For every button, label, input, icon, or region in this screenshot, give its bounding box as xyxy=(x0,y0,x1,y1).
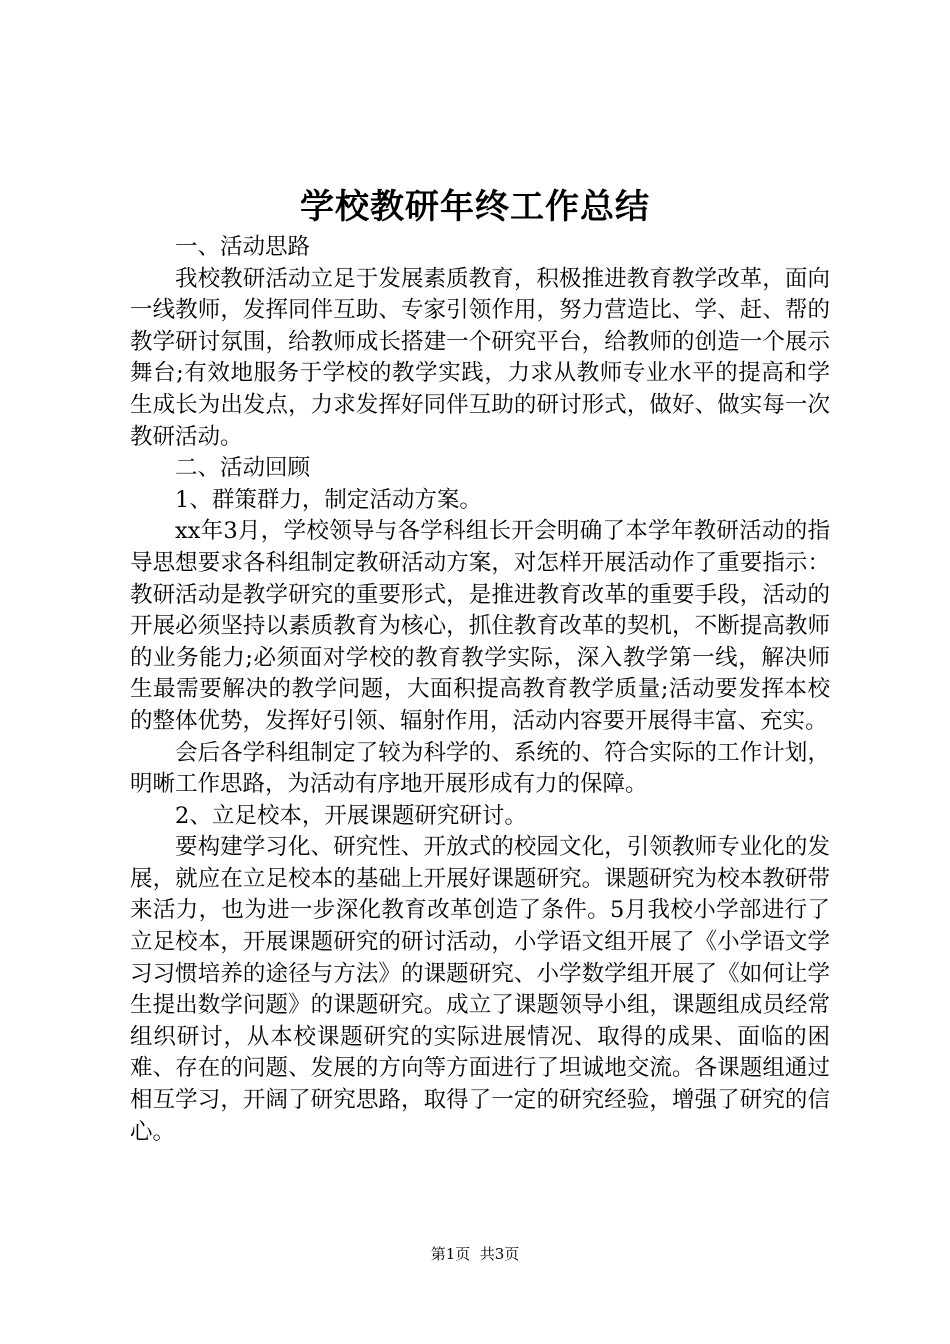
page-footer xyxy=(0,1244,950,1264)
page-number: 第1页 共3页 xyxy=(430,1245,520,1263)
paragraph-march-meeting: xx年3月，学校领导与各学科组长开会明确了本学年教研活动的指导思想要求各科组制定教研活动方案，对怎样开展活动作了重要指示：教研活动是教学研究的重要形式，是推进教育改革的重要手段，活动的开展必须坚持以素质教育为核心，抓住教育改革的契机，不断提高教师的业务能力;必须面对学校的教育教学实际，深入教学第一线，解决师生最需要解决的教学问题，大面积提高教育教学质量;活动要发挥本校的整体优势，发挥好引领、辐射作用，活动内容要开展得丰富、充实。 xyxy=(130,518,830,734)
subheading-1: 1、群策群力，制定活动方案。 xyxy=(175,486,482,513)
section-heading-1: 一、活动思路 xyxy=(175,234,311,260)
document-body xyxy=(130,232,830,1148)
subheading-2: 2、立足校本，开展课题研究研讨。 xyxy=(175,802,527,829)
paragraph-after-meeting: 会后各学科组制定了较为科学的、系统的、符合实际的工作计划，明晰工作思路，为活动有序地开展形成有力的保障。 xyxy=(130,739,830,798)
section-heading-2: 二、活动回顾 xyxy=(175,455,311,482)
paragraph-activity-idea: 我校教研活动立足于发展素质教育，积极推进教育教学改革，面向一线教师，发挥同伴互助、专家引领作用，努力营造比、学、赶、帮的教学研讨氛围，给教师成长搭建一个研究平台，给教师的创造一个展示舞台;有效地服务于学校的教学实践，力求从教师专业水平的提高和学生成长为出发点，力求发挥好同伴互助的研讨形式，做好、做实每一次教研活动。 xyxy=(130,265,830,450)
document-title: 学校教研年终工作总结 xyxy=(300,187,650,227)
paragraph-research: 要构建学习化、研究性、开放式的校园文化，引领教师专业化的发展，就应在立足校本的基础上开展好课题研究。课题研究为校本教研带来活力，也为进一步深化教育改革创造了条件。5月我校小学部进行了立足校本，开展课题研究的研讨活动，小学语文组开展了《小学语文学习习惯培养的途径与方法》的课题研究、小学数学组开展了《如何让学生提出数学问题》的课题研究。成立了课题领导小组，课题组成员经常组织研讨，从本校课题研究的实际进展情况、取得的成果、面临的困难、存在的问题、发展的方向等方面进行了坦诚地交流。各课题组通过相互学习，开阔了研究思路，取得了一定的研究经验，增强了研究的信心。 xyxy=(130,834,830,1145)
